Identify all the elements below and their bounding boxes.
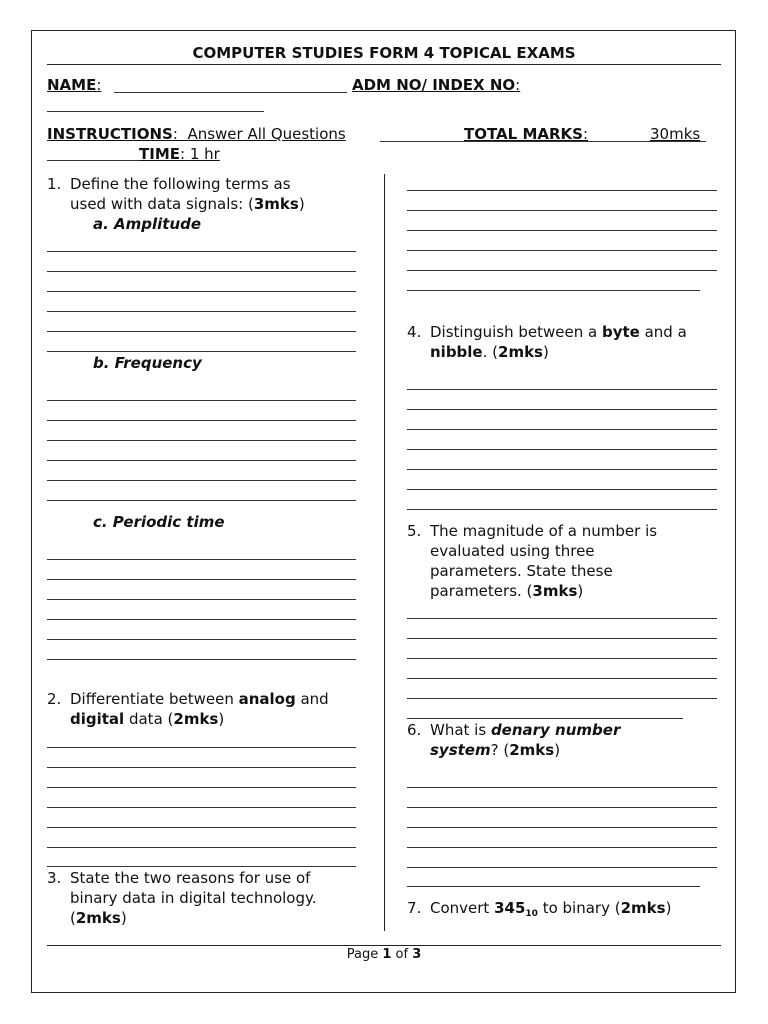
answer-line[interactable]: [407, 638, 717, 639]
q5-line2: evaluated using three: [430, 542, 595, 560]
q4-marks: 2mks: [498, 343, 543, 361]
answer-line[interactable]: [47, 639, 356, 640]
answer-line[interactable]: [407, 698, 717, 699]
q1-line1: Define the following terms as: [70, 175, 291, 193]
answer-line[interactable]: [407, 270, 717, 271]
q3-line2: binary data in digital technology.: [70, 889, 317, 907]
page-current: 1: [382, 947, 392, 962]
time-label: TIME: [139, 145, 180, 163]
answer-line[interactable]: [47, 331, 356, 332]
adm-label: ADM NO/ INDEX NO: [352, 76, 516, 94]
name-field[interactable]: [114, 92, 347, 93]
q6-term-system: system: [430, 741, 491, 759]
answer-line[interactable]: [407, 230, 717, 231]
instructions-row: INSTRUCTIONS: Answer All Questions: [47, 125, 346, 143]
answer-line[interactable]: [407, 787, 717, 788]
q5-line1: The magnitude of a number is: [430, 522, 658, 540]
title-rule: [47, 64, 721, 65]
q4-line2: nibble. (2mks): [430, 343, 549, 361]
answer-line[interactable]: [407, 250, 717, 251]
q6-number: 6.: [407, 721, 422, 739]
answer-line[interactable]: [47, 659, 356, 660]
q2-term-analog: analog: [238, 690, 296, 708]
instructions-text: Answer All Questions: [187, 125, 346, 143]
time-value: 1 hr: [189, 145, 220, 163]
answer-line[interactable]: [47, 251, 356, 252]
answer-line[interactable]: [47, 291, 356, 292]
q1c-label: c. Periodic time: [93, 513, 225, 531]
answer-line[interactable]: [407, 210, 717, 211]
answer-line[interactable]: [47, 827, 356, 828]
answer-line[interactable]: [47, 807, 356, 808]
q4-term-nibble: nibble: [430, 343, 483, 361]
answer-line[interactable]: [407, 718, 683, 719]
answer-line[interactable]: [47, 271, 356, 272]
answer-line[interactable]: [47, 400, 356, 401]
answer-line[interactable]: [47, 460, 356, 461]
q4-term-byte: byte: [601, 323, 640, 341]
answer-line[interactable]: [407, 886, 700, 887]
q3-number: 3.: [47, 869, 62, 887]
q5-line3: parameters. State these: [430, 562, 613, 580]
q6-term: denary number: [490, 721, 621, 739]
q5-number: 5.: [407, 522, 422, 540]
answer-line[interactable]: [407, 678, 717, 679]
answer-line[interactable]: [47, 747, 356, 748]
q2-term-digital: digital: [70, 710, 125, 728]
answer-line[interactable]: [47, 311, 356, 312]
q7-line1: Convert $345_{10}$ to binary (2mks): [430, 899, 672, 919]
answer-line[interactable]: [407, 847, 717, 848]
answer-line[interactable]: [407, 807, 717, 808]
answer-line[interactable]: [47, 847, 356, 848]
q7-number: 7.: [407, 899, 422, 917]
q2-marks: 2mks: [173, 710, 219, 728]
answer-line[interactable]: [47, 440, 356, 441]
answer-line[interactable]: [47, 579, 356, 580]
q4-number: 4.: [407, 323, 422, 341]
answer-line[interactable]: [47, 787, 356, 788]
total-marks-row: TOTAL MARKS:: [464, 125, 589, 143]
q7-marks: 2mks: [620, 899, 666, 917]
instructions-underline: [380, 141, 706, 142]
answer-line[interactable]: [407, 509, 717, 510]
answer-line[interactable]: [47, 480, 356, 481]
total-marks-label: TOTAL MARKS: [464, 125, 583, 143]
answer-line[interactable]: [47, 866, 356, 867]
answer-line[interactable]: [407, 449, 717, 450]
q6-line1: What is denary number: [430, 721, 621, 739]
answer-line[interactable]: [47, 500, 356, 501]
answer-line[interactable]: [407, 827, 717, 828]
name-label: NAME: [47, 76, 97, 94]
q7-base: 10: [525, 909, 538, 919]
adm-field[interactable]: [47, 111, 264, 112]
q2-line1: Differentiate between analog and: [70, 690, 329, 708]
answer-line[interactable]: [47, 619, 356, 620]
q1-number: 1.: [47, 175, 62, 193]
answer-line[interactable]: [47, 351, 356, 352]
page-total: 3: [412, 947, 422, 962]
q3-line1: State the two reasons for use of: [70, 869, 311, 887]
q5-marks: 3mks: [532, 582, 578, 600]
q1-line2: used with data signals: (3mks): [70, 195, 305, 213]
total-marks-value: 30mks: [650, 125, 701, 143]
answer-line[interactable]: [47, 767, 356, 768]
q3-line3: (2mks): [70, 909, 127, 927]
q3-marks: 2mks: [75, 909, 121, 927]
q1a-label: a. Amplitude: [93, 215, 202, 233]
q6-marks: 2mks: [509, 741, 555, 759]
answer-line[interactable]: [47, 420, 356, 421]
q6-line2: system? (2mks): [430, 741, 561, 759]
answer-line[interactable]: [407, 429, 717, 430]
page-number: Page 1 of 3: [346, 947, 422, 962]
instructions-label: INSTRUCTIONS: [47, 125, 173, 143]
answer-line[interactable]: [407, 867, 717, 868]
name-row: NAME:: [47, 76, 102, 94]
q7-value: 345: [494, 899, 526, 917]
answer-line[interactable]: [407, 489, 717, 490]
exam-title: COMPUTER STUDIES FORM 4 TOPICAL EXAMS: [192, 44, 576, 62]
answer-line[interactable]: [407, 469, 717, 470]
answer-line[interactable]: [407, 409, 717, 410]
column-divider: [384, 174, 385, 931]
answer-line[interactable]: [407, 290, 700, 291]
answer-line[interactable]: [407, 618, 717, 619]
answer-line[interactable]: [407, 389, 717, 390]
q5-line4: parameters. (3mks): [430, 582, 584, 600]
q2-number: 2.: [47, 690, 62, 708]
answer-line[interactable]: [407, 190, 717, 191]
q1-marks: 3mks: [253, 195, 299, 213]
answer-line[interactable]: [47, 559, 356, 560]
answer-line[interactable]: [407, 658, 717, 659]
q2-line2: digital data (2mks): [70, 710, 225, 728]
q4-line1: Distinguish between a byte and a: [430, 323, 687, 341]
time-row: TIME: 1 hr: [139, 145, 220, 163]
adm-row: ADM NO/ INDEX NO:: [352, 76, 521, 94]
answer-line[interactable]: [47, 599, 356, 600]
q1b-label: b. Frequency: [93, 354, 202, 372]
time-leading-rule: [47, 160, 139, 161]
